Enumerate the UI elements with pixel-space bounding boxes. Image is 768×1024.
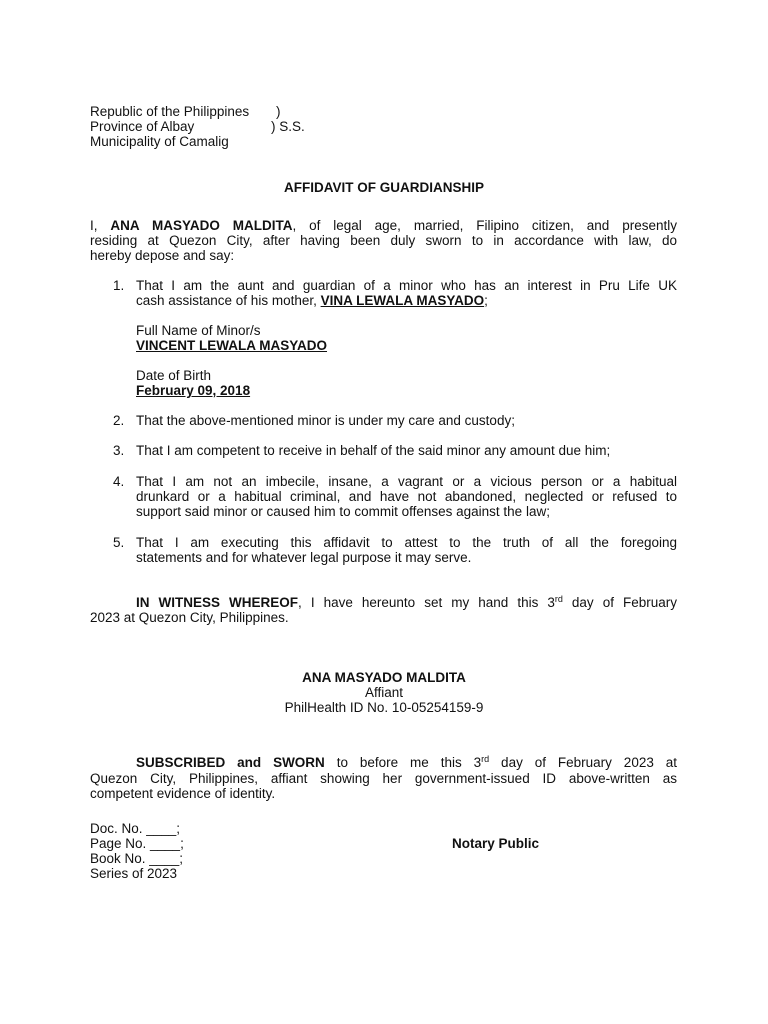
jurat-line-1-mid: to before me this 3 bbox=[324, 755, 482, 770]
item-1-line-2-post: ; bbox=[484, 293, 488, 308]
jurat-line-1 bbox=[136, 755, 677, 770]
venue-country: Republic of the Philippines bbox=[90, 104, 250, 119]
intro-affiant-name: ANA MASYADO MALDITA bbox=[110, 218, 293, 233]
minor-dob-label: Date of Birth bbox=[136, 368, 212, 383]
minor-name-value: VINCENT LEWALA MASYADO bbox=[136, 338, 328, 353]
jurat-line-2: Quezon City, Philippines, affiant showing her government-issued ID above-written as bbox=[90, 771, 677, 786]
venue-province: Province of Albay bbox=[90, 119, 195, 134]
affiant-id: PhilHealth ID No. 10-05254159-9 bbox=[284, 700, 484, 715]
jurat-lead: SUBSCRIBED and SWORN bbox=[136, 755, 325, 770]
jurat-ordinal-suffix: rd bbox=[481, 754, 490, 764]
item-number: 1. bbox=[113, 278, 125, 293]
item-5-line-2: statements and for whatever legal purpose it may serve. bbox=[136, 550, 472, 565]
intro-line-3: hereby depose and say: bbox=[90, 248, 235, 263]
venue-ss: ) S.S. bbox=[271, 119, 305, 134]
venue-bracket-1: ) bbox=[276, 104, 281, 119]
item-number: 3. bbox=[113, 443, 125, 458]
witness-lead: IN WITNESS WHEREOF bbox=[136, 595, 299, 610]
witness-line-1 bbox=[136, 595, 677, 610]
notary-public-title: Notary Public bbox=[452, 836, 540, 851]
item-4-line-3: support said minor or caused him to commit offenses against the law; bbox=[136, 504, 550, 519]
intro-line-1-rest: , of legal age, married, Filipino citizen, and presently bbox=[292, 218, 677, 233]
minor-name-label: Full Name of Minor/s bbox=[136, 323, 261, 338]
item-2-text: That the above-mentioned minor is under my care and custody; bbox=[136, 413, 515, 428]
item-1-line-2 bbox=[136, 293, 677, 308]
item-4-line-1: That I am not an imbecile, insane, a vagrant or a vicious person or a habitual bbox=[136, 474, 677, 489]
item-number: 4. bbox=[113, 474, 125, 489]
notary-series: Series of 2023 bbox=[90, 866, 178, 881]
notary-book-no: Book No. ____; bbox=[90, 851, 184, 866]
mother-name: VINA LEWALA MASYADO bbox=[320, 293, 485, 308]
intro-line-1 bbox=[90, 218, 677, 233]
item-1-line-2-pre: cash assistance of his mother, bbox=[136, 293, 317, 308]
notary-page-no: Page No. ____; bbox=[90, 836, 184, 851]
intro-line-2: residing at Quezon City, after having been duly sworn to in accordance with law, do bbox=[90, 233, 677, 248]
witness-line-2: 2023 at Quezon City, Philippines. bbox=[90, 610, 289, 625]
item-number: 2. bbox=[113, 413, 125, 428]
witness-line-1-mid: , I have hereunto set my hand this 3 bbox=[298, 595, 555, 610]
item-number: 5. bbox=[113, 535, 125, 550]
witness-line-1-end: day of February bbox=[562, 595, 677, 610]
notary-doc-no: Doc. No. ____; bbox=[90, 821, 181, 836]
jurat-line-3: competent evidence of identity. bbox=[90, 786, 276, 801]
item-3-text: That I am competent to receive in behalf of the said minor any amount due him; bbox=[136, 443, 611, 458]
item-4-line-2: drunkard or a habitual criminal, and have not abandoned, neglected or refused to bbox=[136, 489, 677, 504]
witness-ordinal-suffix: rd bbox=[554, 594, 563, 604]
affiant-role: Affiant bbox=[364, 685, 404, 700]
jurat-line-1-end: day of February 2023 at bbox=[489, 755, 678, 770]
venue-municipality: Municipality of Camalig bbox=[90, 134, 229, 149]
affiant-name: ANA MASYADO MALDITA bbox=[302, 670, 466, 685]
intro-prefix: I, bbox=[90, 218, 98, 233]
item-5-line-1: That I am executing this affidavit to attest to the truth of all the foregoing bbox=[136, 535, 677, 550]
document-title: AFFIDAVIT OF GUARDIANSHIP bbox=[284, 180, 484, 195]
item-1-line-1: That I am the aunt and guardian of a minor who has an interest in Pru Life UK bbox=[136, 278, 677, 293]
minor-dob-value: February 09, 2018 bbox=[136, 383, 251, 398]
